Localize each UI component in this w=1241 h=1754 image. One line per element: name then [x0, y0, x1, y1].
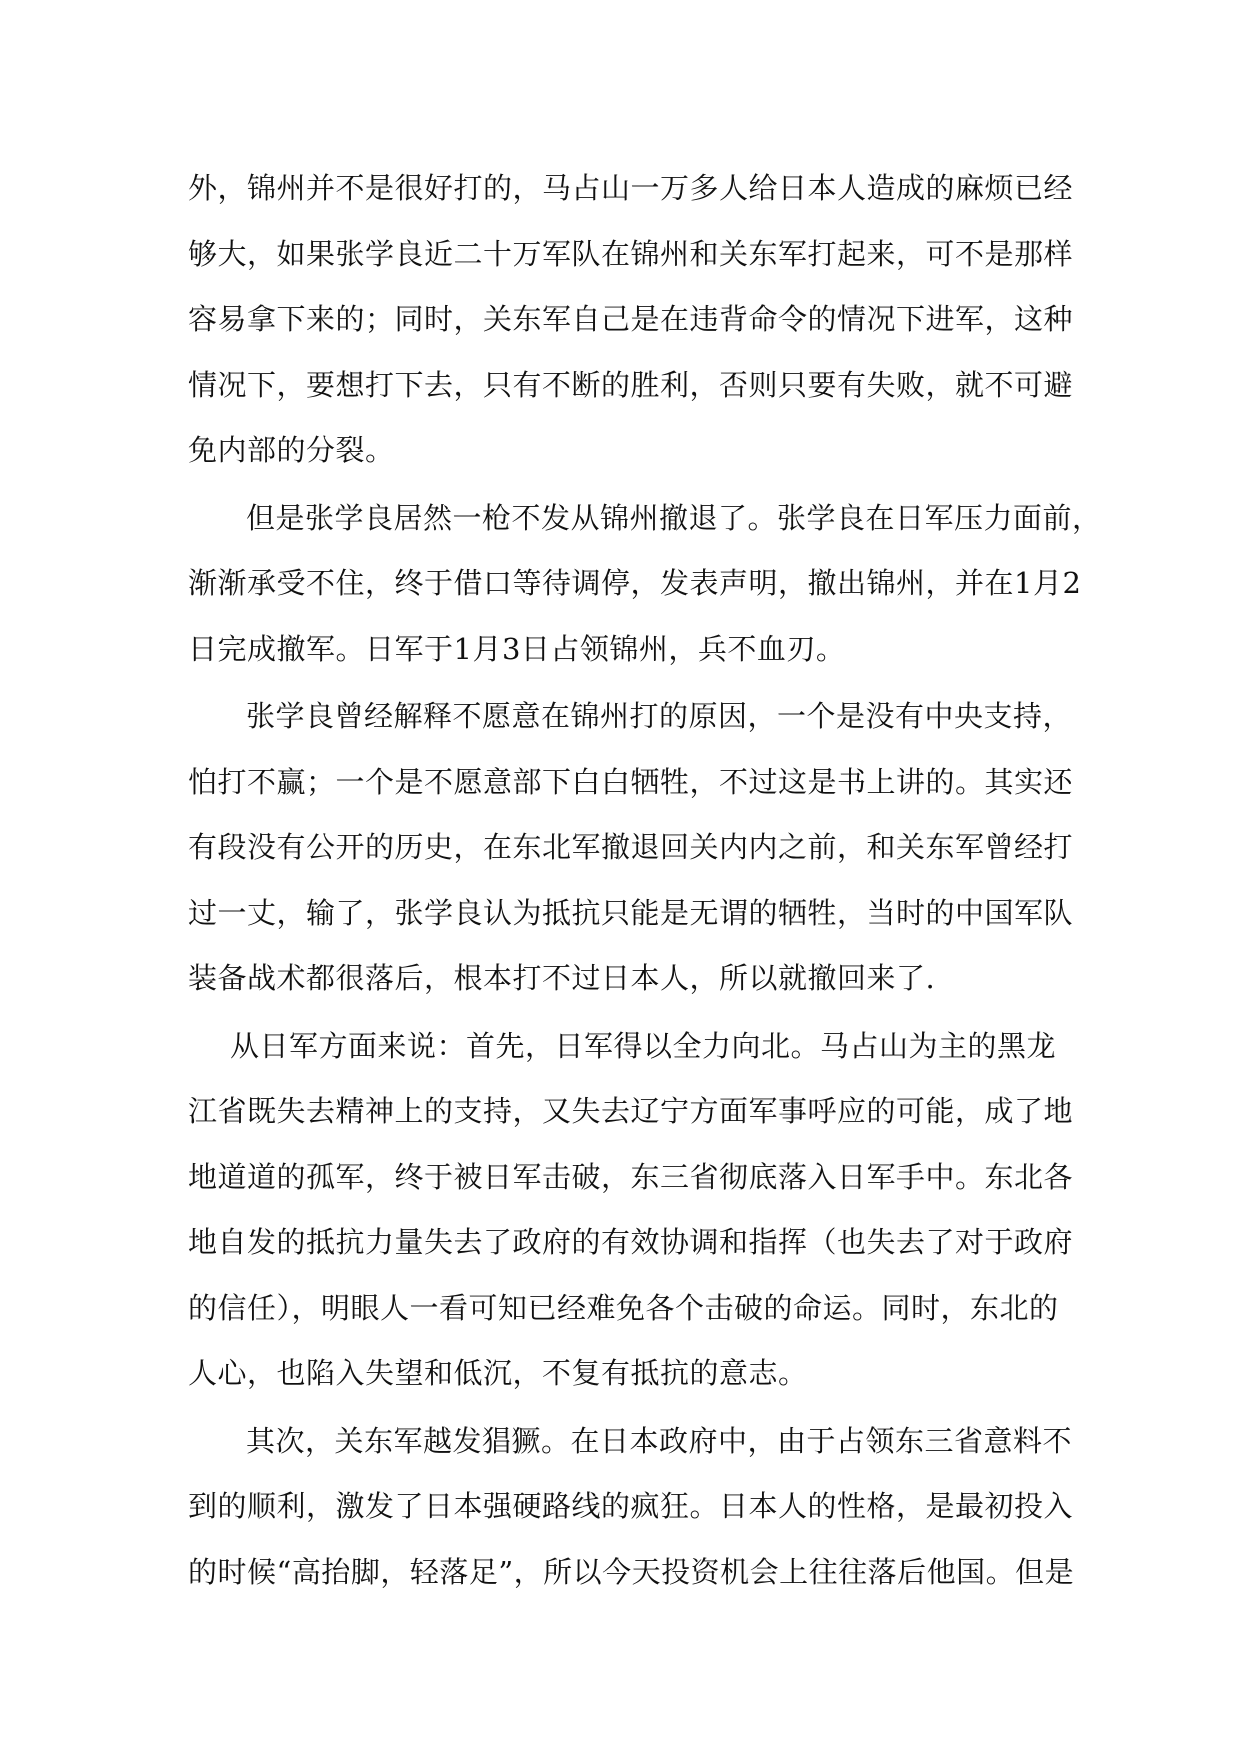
text-line: 的信任），明眼人一看可知已经难免各个击破的命运。同时，东北的: [188, 1290, 1059, 1325]
text-line: 地自发的抵抗力量失去了政府的有效协调和指挥（也失去了对于政府: [188, 1225, 1074, 1259]
text-line: 地道道的孤军，终于被日军击破，东三省彻底落入日军手中。东北各: [188, 1159, 1074, 1194]
text-line: 过一丈，输了，张学良认为抵抗只能是无谓的牺牲，当时的中国军队: [188, 895, 1074, 930]
text-line: 日完成撤军。日军于1月3日占领锦州，兵不血刃。: [188, 631, 846, 666]
body-text: [188, 156, 1102, 1605]
text-line: 到的顺利，激发了日本强硬路线的疯狂。日本人的性格，是最初投入: [188, 1489, 1074, 1523]
text-line: 张学良曾经解释不愿意在锦州打的原因，一个是没有中央支持，: [246, 699, 1073, 733]
text-line: 外，锦州并不是很好打的，马占山一万多人给日本人造成的麻烦已经: [188, 171, 1074, 205]
text-line: 够大，如果张学良近二十万军队在锦州和关东军打起来，可不是那样: [188, 236, 1074, 271]
text-line: 其次，关东军越发猖獗。在日本政府中，由于占领东三省意料不: [246, 1423, 1073, 1458]
text-line: 容易拿下来的；同时，关东军自己是在违背命令的情况下进军，这种: [188, 302, 1074, 336]
text-line: 装备战术都很落后，根本打不过日本人，所以就撤回来了.: [188, 961, 936, 995]
text-line: 怕打不赢；一个是不愿意部下白白牺牲，不过这是书上讲的。其实还: [188, 764, 1074, 799]
text-line: 江省既失去精神上的支持，又失去辽宁方面军事呼应的可能，成了地: [188, 1094, 1074, 1128]
text-line: 人心，也陷入失望和低沉，不复有抵抗的意志。: [188, 1356, 808, 1390]
text-line: 有段没有公开的历史，在东北军撤退回关内内之前，和关东军曾经打: [188, 830, 1074, 864]
text-line: 渐渐承受不住，终于借口等待调停，发表声明，撤出锦州，并在1月2: [188, 566, 1082, 600]
text-line: 情况下，要想打下去，只有不断的胜利，否则只要有失败，就不可避: [188, 367, 1074, 402]
text-line: 但是张学良居然一枪不发从锦州撤退了。张学良在日军压力面前，: [246, 500, 1102, 535]
text-line: 免内部的分裂。: [188, 433, 395, 467]
text-line: 的时候“高抬脚，轻落足”，所以今天投资机会上往往落后他国。但是: [188, 1554, 1075, 1589]
text-line: 从日军方面来说：首先，日军得以全力向北。马占山为主的黑龙: [230, 1028, 1057, 1063]
